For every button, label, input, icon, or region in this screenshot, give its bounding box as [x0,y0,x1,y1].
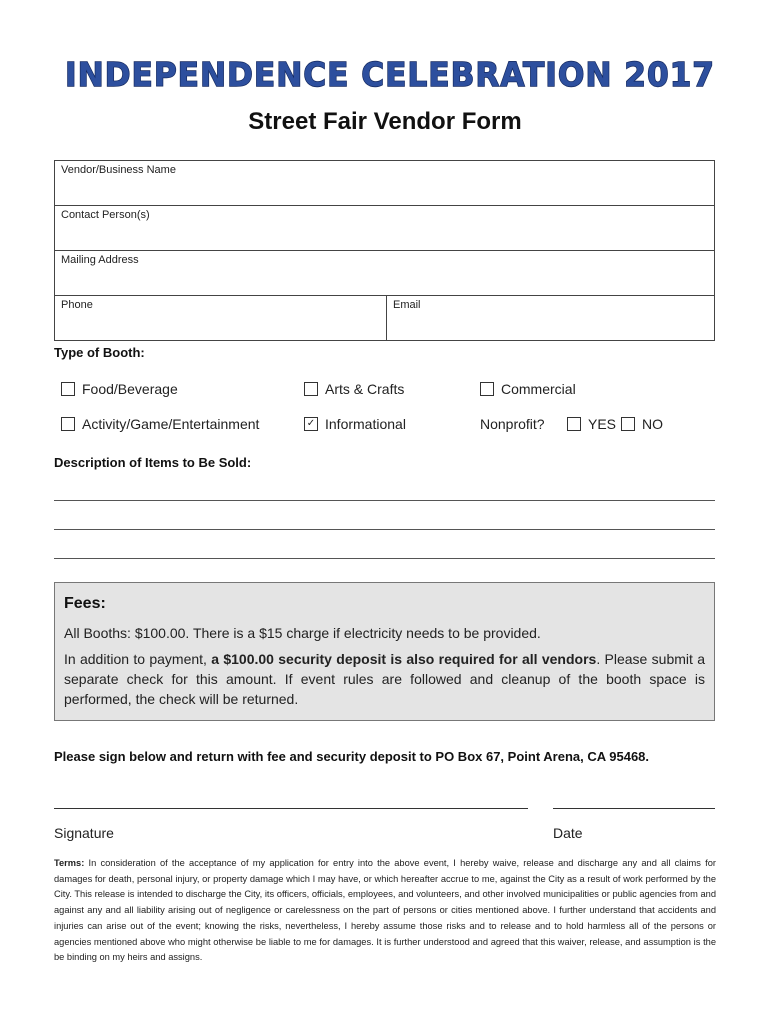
fees-line-1: All Booths: $100.00. There is a $15 charge if electricity needs to be provided. [64,625,541,641]
fees-line-2 [64,649,705,709]
mailing-address-field[interactable] [55,251,715,296]
contact-persons-label: Contact Person(s) [61,209,150,221]
signature-label: Signature [54,825,114,841]
nonprofit-question [480,416,545,432]
fees-line-2-intro: In addition to payment, [64,651,212,667]
booth-option-activity-game-entertainment[interactable] [61,416,259,432]
booth-option-label: Arts & Crafts [325,381,405,397]
booth-option-food-beverage[interactable] [61,381,178,397]
checkbox[interactable] [61,382,75,396]
sign-instruction: Please sign below and return with fee and security deposit to PO Box 67, Point Arena, CA 95468. [54,749,650,764]
yes-checkbox[interactable] [567,417,581,431]
terms-paragraph [54,856,716,966]
booth-option-commercial[interactable] [480,381,576,397]
description-line-3[interactable] [54,558,715,559]
nonprofit-label: Nonprofit? [480,416,545,432]
description-line-1[interactable] [54,500,715,501]
checkbox[interactable]: ✓ [304,417,318,431]
booth-type-heading: Type of Booth: [54,345,145,360]
fees-line-2-rest: . Please submit a separate check for this amount. If event rules are followed and cleanup of the booth space is performed, the check will be returned. [64,651,705,707]
yes-label: YES [588,416,617,432]
fees-deposit-emphasis: a $100.00 security deposit is also required for all vendors [211,651,597,667]
phone-label: Phone [61,299,93,311]
nonprofit-yes-option[interactable] [567,416,616,432]
description-line-2[interactable] [54,529,715,530]
checkbox[interactable] [304,382,318,396]
contact-persons-field[interactable] [55,206,715,251]
booth-option-label: Commercial [501,381,576,397]
phone-field[interactable] [55,296,387,341]
no-label: NO [642,416,663,432]
checkbox[interactable] [480,382,494,396]
no-checkbox[interactable] [621,417,635,431]
event-banner [60,50,720,98]
description-heading: Description of Items to Be Sold: [54,455,252,470]
terms-heading: Terms: [54,858,85,868]
vendor-business-name-label: Vendor/Business Name [61,164,176,176]
fees-box [54,582,715,721]
email-label: Email [393,299,421,311]
fees-heading: Fees: [64,595,106,612]
signature-line[interactable] [54,808,528,809]
booth-option-label: Food/Beverage [82,381,178,397]
booth-option-label: Informational [325,416,406,432]
email-field[interactable] [387,296,715,341]
booth-option-arts-crafts[interactable] [304,381,404,397]
booth-option-informational[interactable] [304,416,406,432]
booth-option-label: Activity/Game/Entertainment [82,416,260,432]
date-label: Date [553,825,583,841]
nonprofit-no-option[interactable] [621,416,663,432]
checkbox[interactable] [61,417,75,431]
mailing-address-label: Mailing Address [61,254,139,266]
terms-body: In consideration of the acceptance of my application for entry into the above event, I hereby waive, release and discharge any and all claims for damages for death, personal injury, or property damage which I may have, or which hereafter accrue to me, against the City as a result of work performed by the City. This release is intended to discharge the City, its officers, officials, employees, and volunteers, and other involved municipalities or public agencies from and against any and all liability arising out of negligence or carelessness on the part of persons or cities mentioned above. I further understand that accidents and injuries can arise out of the event; knowing the risks, nevertheless, I hereby assume those risks and to release and to hold harmless all of the persons or agencies mentioned above who might otherwise be liable to me for damages. It is further understood and agreed that this waiver, release, and assumption is the be binding on my heirs and assigns. [54,858,716,963]
date-line[interactable] [553,808,715,809]
form-title: Street Fair Vendor Form [248,108,522,135]
vendor-info-table [54,160,715,341]
banner-text: INDEPENDENCE CELEBRATION 2017 [65,55,715,94]
vendor-business-name-field[interactable] [55,161,715,206]
